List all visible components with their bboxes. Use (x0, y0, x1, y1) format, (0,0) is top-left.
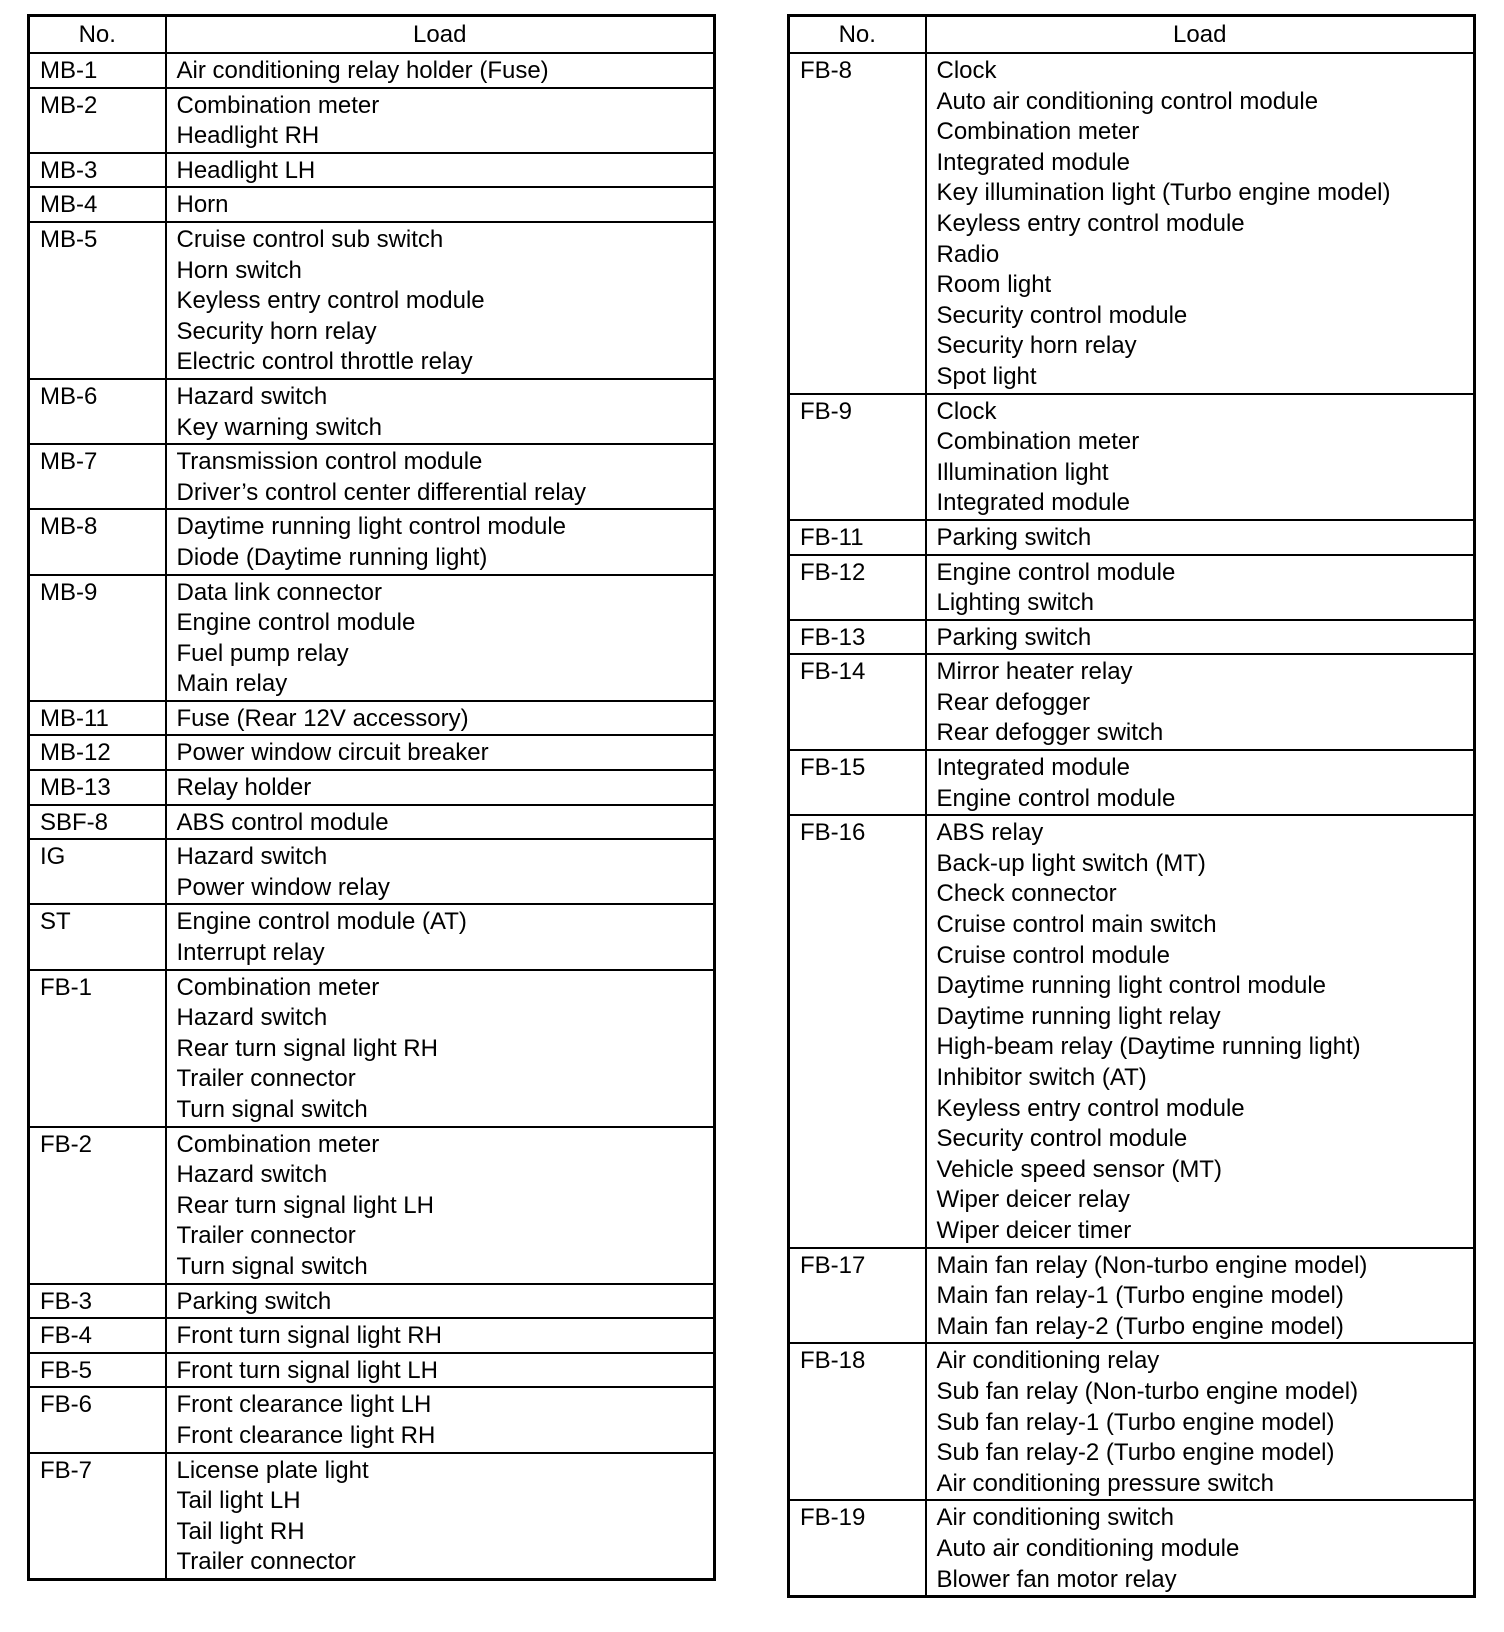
fuse-loads (166, 509, 715, 574)
header-row (29, 16, 715, 54)
table-row (789, 654, 1475, 750)
load-item: Driver’s control center differential relay (176, 478, 587, 506)
fuse-number: FB-17 (789, 1248, 926, 1344)
fuse-loads (166, 444, 715, 509)
load-item: Cruise control sub switch (176, 225, 444, 253)
table-row (29, 839, 715, 904)
load-item: Hazard switch (176, 1161, 328, 1189)
load-item: Air conditioning relay (936, 1347, 1160, 1375)
load-item: Vehicle speed sensor (MT) (936, 1155, 1222, 1183)
fuse-loads (166, 770, 715, 805)
table-row (29, 805, 715, 840)
load-item: Hazard switch (176, 1004, 328, 1032)
fuse-number: FB-2 (29, 1127, 166, 1284)
fuse-number: MB-7 (29, 444, 166, 509)
load-item: Data link connector (176, 578, 382, 606)
load-item: Room light (936, 271, 1052, 299)
fuse-loads (166, 839, 715, 904)
table-row (29, 1284, 715, 1319)
table-row (789, 53, 1475, 394)
fuse-loads (166, 379, 715, 444)
fuse-loads (166, 735, 715, 770)
fuse-loads (166, 88, 715, 153)
load-item: Trailer connector (176, 1065, 356, 1093)
fuse-number: MB-13 (29, 770, 166, 805)
load-item: Daytime running light relay (936, 1002, 1221, 1030)
load-item: Sub fan relay-2 (Turbo engine model) (936, 1439, 1335, 1467)
fuse-number: FB-7 (29, 1453, 166, 1580)
load-item: Integrated module (936, 754, 1130, 782)
load-item: Parking switch (936, 523, 1092, 551)
load-item: ABS control module (176, 808, 389, 836)
fuse-loads (166, 1387, 715, 1452)
table-row (789, 815, 1475, 1247)
fuse-loads (166, 1284, 715, 1319)
load-item: Main fan relay-2 (Turbo engine model) (936, 1312, 1344, 1340)
fuse-table-left-body (29, 53, 715, 1579)
load-item: Spot light (936, 362, 1037, 390)
load-item: Keyless entry control module (176, 287, 485, 315)
load-item: Cruise control module (936, 941, 1170, 969)
header-no: No. (29, 16, 166, 54)
load-item: Rear turn signal light RH (176, 1034, 438, 1062)
load-item: Fuel pump relay (176, 639, 349, 667)
fuse-number: MB-9 (29, 575, 166, 701)
load-item: Air conditioning pressure switch (936, 1469, 1274, 1497)
load-item: Integrated module (936, 489, 1130, 517)
load-item: Key warning switch (176, 413, 382, 441)
load-item: Clock (936, 57, 997, 84)
load-item: Turn signal switch (176, 1096, 368, 1123)
table-row (29, 575, 715, 701)
load-item: Sub fan relay-1 (Turbo engine model) (936, 1408, 1335, 1436)
fuse-loads (926, 1248, 1475, 1344)
load-item: Front turn signal light RH (176, 1322, 442, 1350)
fuse-loads (926, 520, 1475, 555)
fuse-loads (166, 970, 715, 1127)
load-item: Wiper deicer relay (936, 1186, 1130, 1214)
load-item: Tail light RH (176, 1517, 305, 1545)
load-item: Daytime running light control module (176, 513, 567, 541)
fuse-number: FB-14 (789, 654, 926, 750)
table-row (29, 153, 715, 188)
load-item: Diode (Daytime running light) (176, 543, 488, 571)
fuse-number: FB-13 (789, 620, 926, 655)
table-row (789, 750, 1475, 815)
load-item: Parking switch (176, 1287, 332, 1315)
load-item: Headlight LH (176, 156, 316, 184)
load-item: License plate light (176, 1456, 369, 1484)
fuse-number: FB-15 (789, 750, 926, 815)
header-no: No. (789, 16, 926, 54)
load-item: Front clearance light LH (176, 1391, 432, 1419)
fuse-loads (926, 1343, 1475, 1500)
fuse-number: FB-12 (789, 555, 926, 620)
load-item: ABS relay (936, 819, 1044, 847)
load-item: Inhibitor switch (AT) (936, 1064, 1147, 1091)
load-item: Rear turn signal light LH (176, 1191, 434, 1219)
fuse-loads (166, 1453, 715, 1580)
load-item: Power window relay (176, 873, 390, 901)
fuse-number: MB-2 (29, 88, 166, 153)
load-item: Tail light LH (176, 1487, 301, 1515)
load-item: Wiper deicer timer (936, 1216, 1132, 1244)
load-item: Transmission control module (176, 448, 483, 476)
fuse-number: MB-8 (29, 509, 166, 574)
load-item: Hazard switch (176, 382, 328, 410)
fuse-number: MB-3 (29, 153, 166, 188)
fuse-loads (166, 222, 715, 379)
fuse-number: IG (29, 839, 166, 904)
fuse-loads (166, 187, 715, 222)
fuse-number: FB-3 (29, 1284, 166, 1319)
fuse-number: MB-4 (29, 187, 166, 222)
load-item: Radio (936, 240, 1000, 268)
load-item: Lighting switch (936, 589, 1094, 617)
fuse-loads (166, 53, 715, 88)
header-load: Load (166, 16, 715, 54)
table-row (29, 444, 715, 509)
load-item: Electric control throttle relay (176, 348, 473, 376)
fuse-number: FB-18 (789, 1343, 926, 1500)
load-item: Main relay (176, 670, 288, 698)
load-item: Relay holder (176, 774, 312, 802)
load-item: Blower fan motor relay (936, 1565, 1177, 1593)
table-row (29, 222, 715, 379)
load-item: Integrated module (936, 148, 1130, 176)
fuse-number: FB-19 (789, 1500, 926, 1596)
table-row (29, 770, 715, 805)
load-item: Security control module (936, 301, 1188, 329)
load-item: Illumination light (936, 458, 1109, 486)
load-item: Trailer connector (176, 1548, 356, 1576)
load-item: Check connector (936, 880, 1117, 908)
load-item: Key illumination light (Turbo engine model) (936, 179, 1391, 207)
fuse-number: ST (29, 904, 166, 969)
load-item: Cruise control main switch (936, 911, 1217, 939)
table-row (29, 904, 715, 969)
fuse-number: FB-4 (29, 1318, 166, 1353)
fuse-loads (166, 805, 715, 840)
load-item: Front clearance light RH (176, 1421, 436, 1449)
fuse-loads (926, 654, 1475, 750)
table-row (789, 1343, 1475, 1500)
load-item: Auto air conditioning module (936, 1534, 1240, 1562)
load-item: Parking switch (936, 623, 1092, 651)
load-item: Keyless entry control module (936, 1094, 1245, 1122)
table-row (29, 1387, 715, 1452)
fuse-loads (926, 815, 1475, 1247)
load-item: Auto air conditioning control module (936, 87, 1319, 115)
load-item: Front turn signal light LH (176, 1356, 438, 1384)
load-item: Combination meter (176, 91, 380, 119)
table-row (29, 53, 715, 88)
table-row (789, 1248, 1475, 1344)
load-item: Horn (176, 191, 229, 219)
header-load: Load (926, 16, 1475, 54)
table-row (789, 520, 1475, 555)
table-row (29, 735, 715, 770)
load-item: Rear defogger (936, 688, 1090, 716)
load-item: Security control module (936, 1125, 1188, 1153)
fuse-loads (926, 750, 1475, 815)
fuse-number: FB-8 (789, 53, 926, 394)
load-item: Headlight RH (176, 122, 320, 150)
fuse-loads (166, 904, 715, 969)
load-item: Rear defogger switch (936, 719, 1164, 747)
load-item: Security horn relay (936, 332, 1137, 360)
load-item: Clock (936, 397, 997, 425)
fuse-number: MB-12 (29, 735, 166, 770)
load-item: Turn signal switch (176, 1252, 368, 1280)
table-row (789, 555, 1475, 620)
fuse-number: FB-6 (29, 1387, 166, 1452)
fuse-number: FB-11 (789, 520, 926, 555)
load-item: Combination meter (936, 428, 1140, 456)
load-item: Security horn relay (176, 317, 377, 345)
load-item: Engine control module (176, 609, 416, 637)
table-row (29, 970, 715, 1127)
fuse-number: FB-5 (29, 1353, 166, 1388)
load-item: Interrupt relay (176, 939, 325, 967)
load-item: Daytime running light control module (936, 972, 1327, 1000)
fuse-number: FB-16 (789, 815, 926, 1247)
fuse-number: MB-5 (29, 222, 166, 379)
fuse-loads (166, 1318, 715, 1353)
load-item: Engine control module (AT) (176, 908, 467, 936)
table-row (29, 1318, 715, 1353)
load-item: Trailer connector (176, 1222, 356, 1250)
table-row (789, 394, 1475, 520)
fuse-table-right-body (789, 53, 1475, 1597)
load-item: Engine control module (936, 784, 1176, 812)
load-item: Sub fan relay (Non-turbo engine model) (936, 1377, 1359, 1405)
table-row (29, 1353, 715, 1388)
fuse-loads (926, 1500, 1475, 1596)
table-row (29, 1453, 715, 1580)
fuse-loads (166, 153, 715, 188)
load-item: Engine control module (936, 558, 1176, 586)
table-row (29, 88, 715, 153)
load-item: Back-up light switch (MT) (936, 849, 1206, 877)
fuse-number: MB-1 (29, 53, 166, 88)
load-item: Combination meter (176, 1130, 380, 1158)
load-item: Air conditioning switch (936, 1504, 1174, 1532)
header-row (789, 16, 1475, 54)
fuse-loads (166, 1353, 715, 1388)
fuse-number: MB-11 (29, 701, 166, 736)
fuse-table-left (27, 14, 716, 1581)
load-item: Horn switch (176, 256, 302, 284)
fuse-loads (166, 701, 715, 736)
table-row (29, 379, 715, 444)
load-item: Fuse (Rear 12V accessory) (176, 704, 469, 732)
fuse-loads (926, 555, 1475, 620)
fuse-loads (166, 575, 715, 701)
fuse-number: FB-9 (789, 394, 926, 520)
load-item: Air conditioning relay holder (Fuse) (176, 57, 549, 84)
load-item: Keyless entry control module (936, 209, 1245, 237)
table-row (789, 620, 1475, 655)
fuse-number: MB-6 (29, 379, 166, 444)
load-item: Power window circuit breaker (176, 739, 489, 767)
load-item: Mirror heater relay (936, 658, 1133, 686)
fuse-number: FB-1 (29, 970, 166, 1127)
load-item: Combination meter (936, 118, 1140, 146)
fuse-loads (926, 53, 1475, 394)
fuse-loads (166, 1127, 715, 1284)
load-item: Main fan relay (Non-turbo engine model) (936, 1251, 1368, 1279)
load-item: Hazard switch (176, 843, 328, 871)
table-row (29, 509, 715, 574)
table-row (29, 187, 715, 222)
fuse-loads (926, 620, 1475, 655)
fuse-loads (926, 394, 1475, 520)
load-item: Main fan relay-1 (Turbo engine model) (936, 1282, 1344, 1310)
table-row (789, 1500, 1475, 1596)
table-row (29, 1127, 715, 1284)
table-row (29, 701, 715, 736)
fuse-table-right (787, 14, 1476, 1598)
load-item: High-beam relay (Daytime running light) (936, 1033, 1361, 1061)
fuse-number: SBF-8 (29, 805, 166, 840)
load-item: Combination meter (176, 973, 380, 1001)
